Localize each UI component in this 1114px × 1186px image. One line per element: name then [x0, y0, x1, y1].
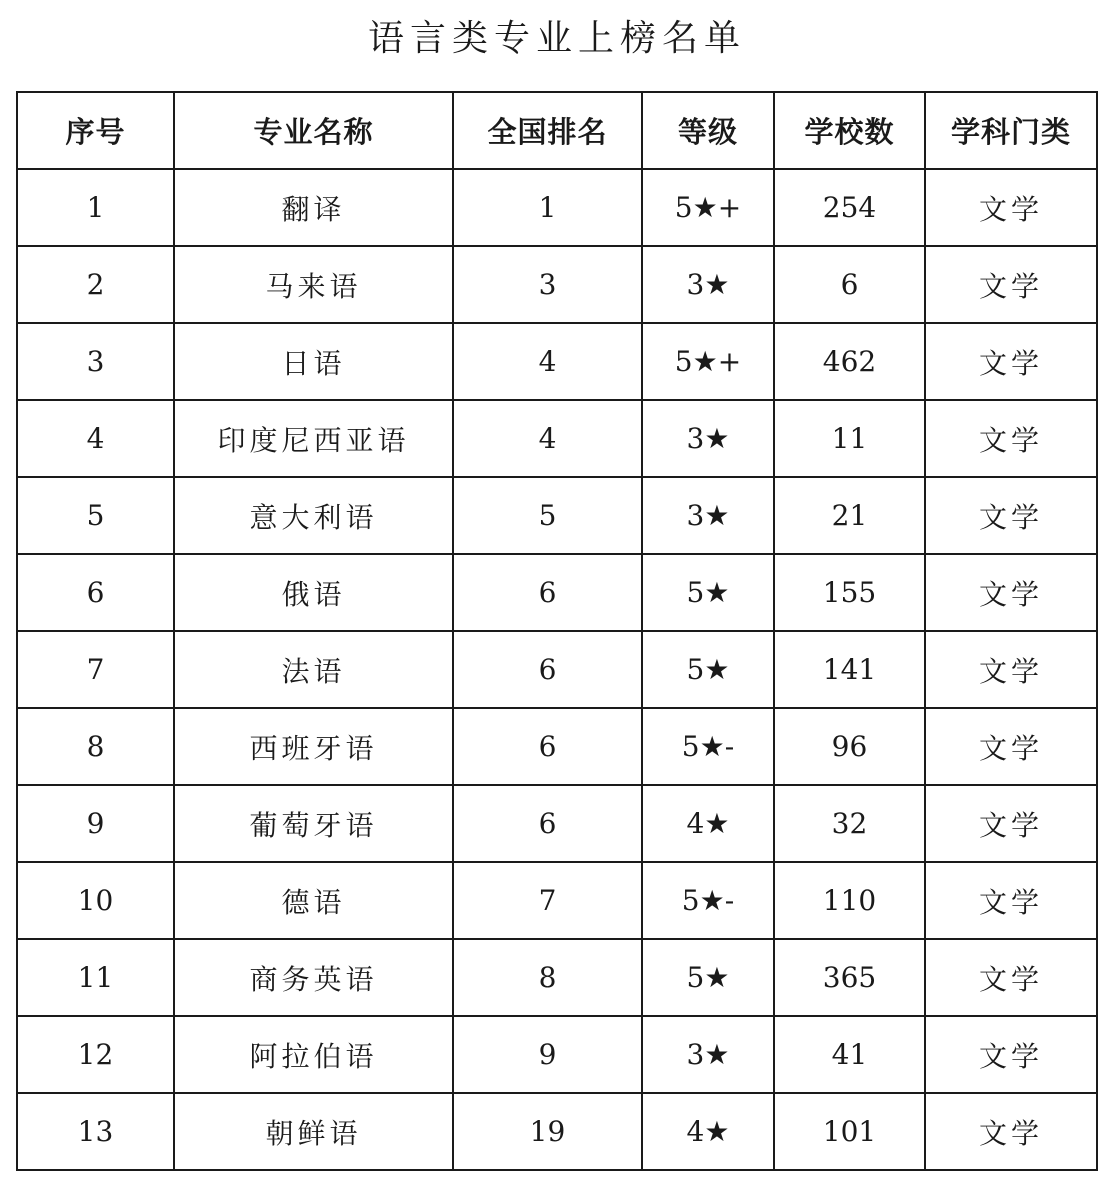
table-header-row [17, 92, 1097, 169]
table-body [17, 169, 1097, 1170]
cell-rank: 6 [453, 631, 642, 708]
cell-major: 俄语 [174, 554, 453, 631]
cell-schools: 462 [774, 323, 925, 400]
table-row [17, 1016, 1097, 1093]
table-row [17, 785, 1097, 862]
cell-grade: 3★ [642, 400, 774, 477]
cell-rank: 8 [453, 939, 642, 1016]
cell-index: 4 [17, 400, 174, 477]
cell-category: 文学 [925, 323, 1097, 400]
cell-rank: 6 [453, 554, 642, 631]
cell-rank: 5 [453, 477, 642, 554]
page-title: 语言类专业上榜名单 [367, 18, 746, 59]
cell-rank: 7 [453, 862, 642, 939]
cell-schools: 101 [774, 1093, 925, 1170]
cell-major: 朝鲜语 [174, 1093, 453, 1170]
cell-grade: 5★ [642, 631, 774, 708]
cell-grade: 5★- [642, 862, 774, 939]
cell-major: 印度尼西亚语 [174, 400, 453, 477]
cell-schools: 6 [774, 246, 925, 323]
cell-index: 13 [17, 1093, 174, 1170]
cell-major: 西班牙语 [174, 708, 453, 785]
cell-major: 葡萄牙语 [174, 785, 453, 862]
header-grade: 等级 [642, 92, 774, 169]
table-row [17, 400, 1097, 477]
cell-rank: 1 [453, 169, 642, 246]
cell-index: 2 [17, 246, 174, 323]
cell-grade: 4★ [642, 1093, 774, 1170]
cell-category: 文学 [925, 939, 1097, 1016]
ranking-table [16, 91, 1098, 1171]
cell-schools: 32 [774, 785, 925, 862]
cell-grade: 5★+ [642, 323, 774, 400]
cell-rank: 9 [453, 1016, 642, 1093]
cell-index: 12 [17, 1016, 174, 1093]
cell-major: 商务英语 [174, 939, 453, 1016]
cell-index: 9 [17, 785, 174, 862]
cell-category: 文学 [925, 1016, 1097, 1093]
cell-grade: 5★ [642, 939, 774, 1016]
cell-rank: 6 [453, 785, 642, 862]
cell-category: 文学 [925, 785, 1097, 862]
cell-major: 日语 [174, 323, 453, 400]
cell-grade: 5★- [642, 708, 774, 785]
table-row [17, 246, 1097, 323]
cell-schools: 110 [774, 862, 925, 939]
cell-index: 6 [17, 554, 174, 631]
cell-grade: 5★+ [642, 169, 774, 246]
cell-rank: 19 [453, 1093, 642, 1170]
cell-schools: 11 [774, 400, 925, 477]
cell-grade: 3★ [642, 477, 774, 554]
cell-schools: 96 [774, 708, 925, 785]
cell-schools: 41 [774, 1016, 925, 1093]
table-row [17, 554, 1097, 631]
cell-category: 文学 [925, 169, 1097, 246]
cell-category: 文学 [925, 477, 1097, 554]
cell-rank: 6 [453, 708, 642, 785]
header-index: 序号 [17, 92, 174, 169]
header-schools: 学校数 [774, 92, 925, 169]
cell-major: 意大利语 [174, 477, 453, 554]
cell-schools: 141 [774, 631, 925, 708]
cell-schools: 21 [774, 477, 925, 554]
header-rank: 全国排名 [453, 92, 642, 169]
table-row [17, 939, 1097, 1016]
cell-category: 文学 [925, 554, 1097, 631]
table-row [17, 862, 1097, 939]
cell-index: 7 [17, 631, 174, 708]
cell-index: 8 [17, 708, 174, 785]
cell-index: 3 [17, 323, 174, 400]
cell-schools: 254 [774, 169, 925, 246]
cell-grade: 4★ [642, 785, 774, 862]
cell-grade: 3★ [642, 246, 774, 323]
cell-index: 1 [17, 169, 174, 246]
table-row [17, 323, 1097, 400]
cell-major: 法语 [174, 631, 453, 708]
cell-index: 10 [17, 862, 174, 939]
cell-index: 5 [17, 477, 174, 554]
table-row [17, 631, 1097, 708]
cell-grade: 5★ [642, 554, 774, 631]
cell-grade: 3★ [642, 1016, 774, 1093]
cell-schools: 365 [774, 939, 925, 1016]
cell-major: 德语 [174, 862, 453, 939]
cell-category: 文学 [925, 631, 1097, 708]
table-row [17, 169, 1097, 246]
cell-major: 阿拉伯语 [174, 1016, 453, 1093]
cell-category: 文学 [925, 1093, 1097, 1170]
cell-major: 翻译 [174, 169, 453, 246]
cell-schools: 155 [774, 554, 925, 631]
cell-category: 文学 [925, 708, 1097, 785]
cell-rank: 3 [453, 246, 642, 323]
cell-major: 马来语 [174, 246, 453, 323]
cell-rank: 4 [453, 400, 642, 477]
cell-rank: 4 [453, 323, 642, 400]
cell-category: 文学 [925, 862, 1097, 939]
cell-index: 11 [17, 939, 174, 1016]
table-row [17, 477, 1097, 554]
header-major: 专业名称 [174, 92, 453, 169]
table-row [17, 1093, 1097, 1170]
header-category: 学科门类 [925, 92, 1097, 169]
cell-category: 文学 [925, 246, 1097, 323]
table-row [17, 708, 1097, 785]
cell-category: 文学 [925, 400, 1097, 477]
